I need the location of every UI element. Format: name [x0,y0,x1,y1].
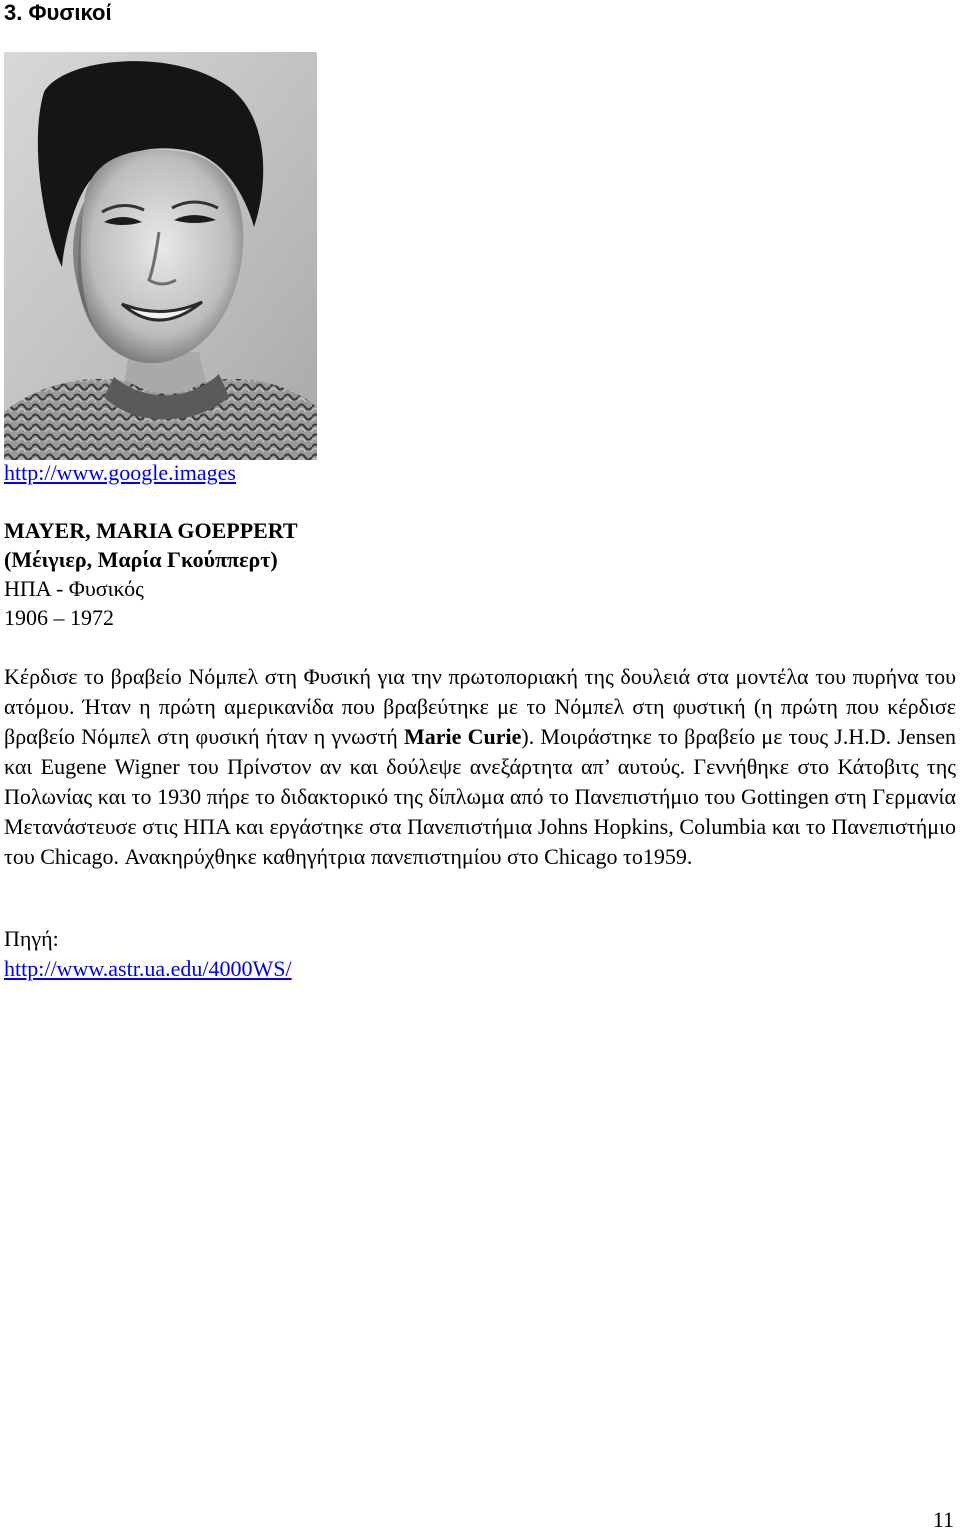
person-info [4,516,298,632]
source-label: Πηγή: [4,926,59,951]
person-years: 1906 – 1972 [4,605,114,630]
biography-paragraph [4,662,956,872]
person-name: MAYER, MARIA GOEPPERT [4,518,298,543]
bio-text-part2: ). Μοιράστηκε το βραβείο με τους J.H.D. Jensen και Eugene Wigner του Πρίνστον αν και δούλεψε ανεξάρτητα απ’ αυτούς. Γεννήθηκε στο Κάτοβιτς της Πολωνίας και το 1930 πήρε το διδακτορικό της δίπλωμα από το Πανεπιστήμιο του Gottingen στη Γερμανία Μετανάστευσε στις ΗΠΑ και εργάστηκε στα Πανεπιστήμια Johns Hopkins, Columbia και το Πανεπιστήμιο του Chicago. Ανακηρύχθηκε καθηγήτρια πανεπιστημίου στο Chicago το1959. [4,724,957,869]
person-country-profession: ΗΠΑ - Φυσικός [4,576,144,601]
source-block [4,924,292,984]
bio-text-part1: Κέρδισε το βραβείο Νόμπελ στη Φυσική για την πρωτοποριακή της δουλειά στα μοντέλα του πυρήνα του ατόμου. Ήταν η πρώτη αμερικανίδα που βραβεύτηκε με το Νόμπελ στη φυστική (η πρώτη που κέρδισε βραβείο Νόμπελ στη φυσική ήταν η γνωστή [4,664,956,749]
image-source-link[interactable]: http://www.google.images [4,460,236,485]
bio-bold-name: Marie Curie [404,724,522,749]
page-number: 11 [932,1507,954,1532]
source-link[interactable]: http://www.astr.ua.edu/4000WS/ [4,956,292,981]
portrait-photo [4,52,317,460]
person-name-greek: (Μέιγιερ, Μαρία Γκούππερτ) [4,547,278,572]
section-heading: 3. Φυσικοί [4,0,112,25]
